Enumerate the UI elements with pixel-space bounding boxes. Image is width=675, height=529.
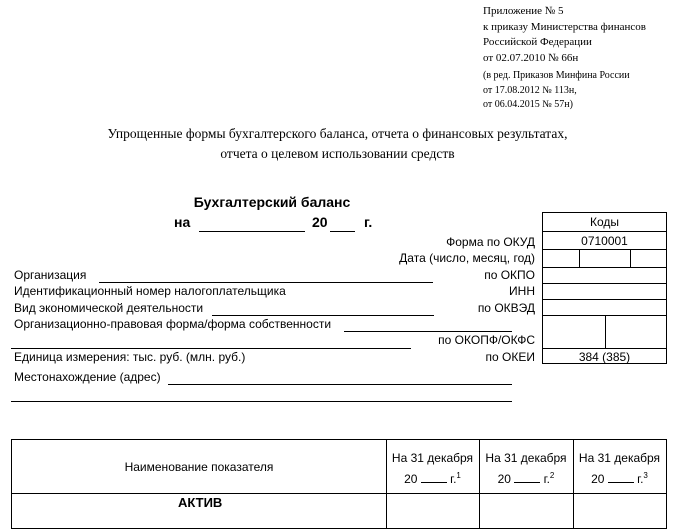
annex-edits [483, 69, 630, 113]
col-name-header: Наименование показателя [124, 460, 274, 474]
address-label: Местонахождение (адрес) [14, 370, 161, 384]
date-day-cell[interactable] [579, 249, 580, 267]
col2-year-line[interactable] [514, 471, 540, 483]
annex-line: Приложение № 5 [483, 5, 564, 17]
col1-year [386, 467, 479, 488]
balance-date-line[interactable] [199, 231, 305, 232]
col1-date-label: На 31 декабря [391, 451, 474, 465]
annex-edit-line: (в ред. Приказов Минфина России [483, 70, 630, 81]
annex-edit-line: от 17.08.2012 № 113н, [483, 84, 577, 96]
activity-label: Вид экономической деятельности [14, 301, 204, 315]
legal-form-line-2[interactable] [11, 348, 411, 349]
address-line[interactable] [168, 384, 512, 385]
balance-title: Бухгалтерский баланс [193, 194, 351, 210]
col1-year-prefix: 20 [404, 472, 418, 486]
okopf-label: по ОКОПФ/ОКФС [438, 333, 535, 347]
col3-header [573, 450, 666, 488]
col1-year-line[interactable] [421, 471, 447, 483]
activity-line[interactable] [212, 315, 434, 316]
codes-divider [543, 283, 666, 284]
unit-label: Единица измерения: тыс. руб. (млн. руб.) [14, 350, 246, 364]
inn-long-label: Идентификационный номер налогоплательщика [14, 284, 286, 298]
codes-table [542, 212, 667, 364]
okpo-label: по ОКПО [484, 268, 535, 282]
col2-year [479, 467, 573, 488]
date-month-cell[interactable] [630, 249, 631, 267]
okei-value: 384 (385) [578, 350, 631, 364]
codes-divider [543, 249, 666, 250]
col2-year-prefix: 20 [497, 472, 511, 486]
table-row-divider [12, 493, 666, 494]
annex-edit-line: от 06.04.2015 № 57н) [483, 99, 573, 110]
legal-form-label: Организационно-правовая форма/форма собственности [14, 317, 332, 331]
col1-footnote: 1 [456, 471, 461, 480]
legal-form-line[interactable] [344, 331, 512, 332]
col2-year-suffix: г. [543, 472, 550, 486]
col3-date-label: На 31 декабря [578, 451, 661, 465]
okud-value: 0710001 [581, 234, 628, 248]
annex-line: от 02.07.2010 № 66н [483, 51, 579, 64]
address-line-2[interactable] [11, 401, 512, 402]
col2-header [479, 450, 573, 488]
okopf-okfs-split[interactable] [605, 315, 606, 348]
col3-year-prefix: 20 [591, 472, 605, 486]
codes-divider [543, 299, 666, 300]
col2-date-label: На 31 декабря [485, 451, 567, 465]
okud-label: Форма по ОКУД [446, 235, 535, 249]
col3-year [573, 467, 666, 488]
codes-divider [543, 231, 666, 232]
section-active-heading: АКТИВ [178, 495, 223, 510]
col3-year-suffix: г. [637, 472, 644, 486]
col1-header [386, 450, 479, 488]
okved-label: по ОКВЭД [477, 301, 535, 315]
col2-footnote: 2 [549, 471, 555, 480]
col3-footnote: 3 [643, 471, 648, 480]
col1-year-suffix: г. [450, 472, 457, 486]
form-title-line1: Упрощенные формы бухгалтерского баланса, отчета о финансовых результатах, [107, 126, 568, 141]
balance-year-suffix: г. [364, 214, 373, 230]
balance-year-line[interactable] [330, 231, 355, 232]
balance-table [11, 439, 667, 529]
codes-header: Коды [589, 215, 620, 229]
annex-block [483, 4, 646, 66]
okei-label: по ОКЕИ [485, 350, 535, 364]
codes-divider [543, 267, 666, 268]
org-line[interactable] [99, 282, 433, 283]
balance-year-prefix: 20 [312, 214, 328, 230]
codes-divider [543, 348, 666, 349]
annex-line: Российской Федерации [483, 36, 592, 48]
date-label: Дата (число, месяц, год) [399, 251, 535, 265]
org-label: Организация [14, 268, 87, 282]
balance-on-label: на [174, 214, 191, 230]
col3-year-line[interactable] [608, 471, 634, 483]
form-title-line2: отчета о целевом использовании средств [220, 146, 455, 161]
inn-label: ИНН [509, 284, 535, 298]
annex-line: к приказу Министерства финансов [483, 20, 646, 33]
